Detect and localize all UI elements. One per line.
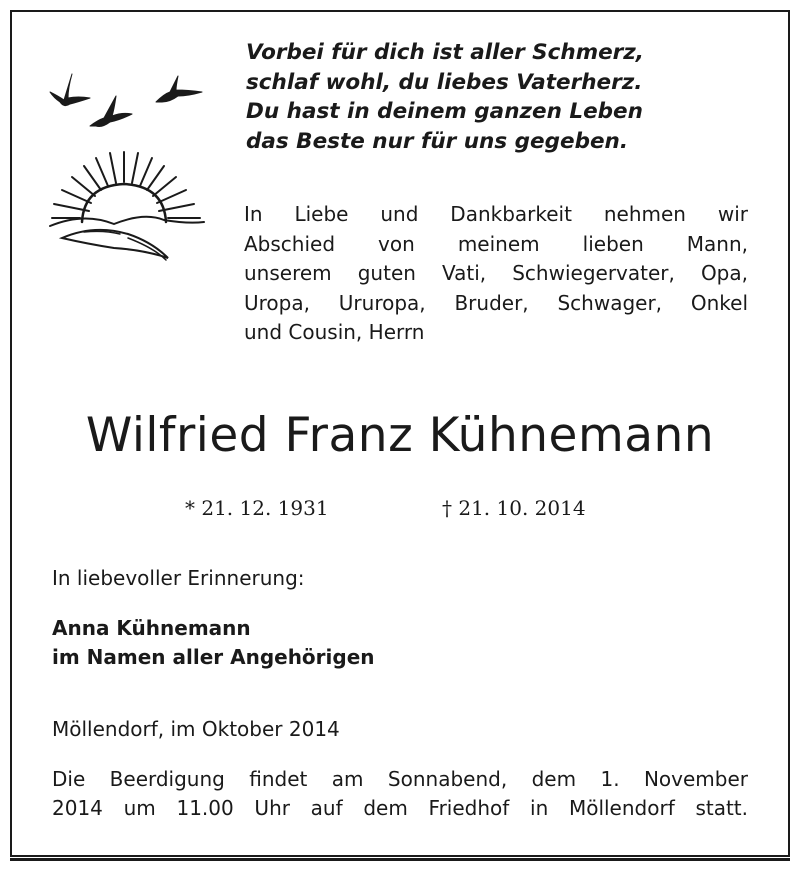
deceased-name: Wilfried Franz Kühnemann	[85, 408, 715, 463]
intro-line: Abschied von meinem lieben Mann,	[244, 231, 748, 256]
notice-bottom-rule	[10, 858, 790, 861]
signer-note: im Namen aller Angehörigen	[52, 645, 375, 669]
funeral-info	[52, 765, 748, 823]
poem-line: das Beste nur für uns gegeben.	[246, 128, 629, 154]
farewell-intro	[244, 200, 748, 348]
signer-block	[52, 614, 375, 672]
intro-line: In Liebe und Dankbarkeit nehmen wir	[244, 202, 748, 226]
intro-line: Uropa, Ururopa, Bruder, Schwager, Onkel	[244, 290, 748, 315]
intro-line: unserem guten Vati, Schwiegervater, Opa,	[244, 261, 748, 285]
poem-line: Vorbei für dich ist aller Schmerz,	[246, 40, 644, 65]
place-date: Möllendorf, im Oktober 2014	[52, 717, 340, 741]
memory-label: In liebevoller Erinnerung:	[52, 566, 305, 590]
intro-line: und Cousin, Herrn	[244, 320, 425, 344]
death-date: † 21. 10. 2014	[442, 496, 586, 520]
poem-line: schlaf wohl, du liebes Vaterherz.	[246, 69, 643, 95]
poem	[246, 38, 644, 156]
funeral-line: 2014 um 11.00 Uhr auf dem Friedhof in Möllendorf statt.	[52, 796, 748, 820]
birth-date: * 21. 12. 1931	[185, 496, 329, 520]
funeral-line: Die Beerdigung findet am Sonnabend, dem 1. November	[52, 767, 748, 791]
signer-name: Anna Kühnemann	[52, 616, 251, 640]
birds-over-sunset-icon	[44, 62, 210, 272]
poem-line: Du hast in deinem ganzen Leben	[246, 99, 643, 124]
